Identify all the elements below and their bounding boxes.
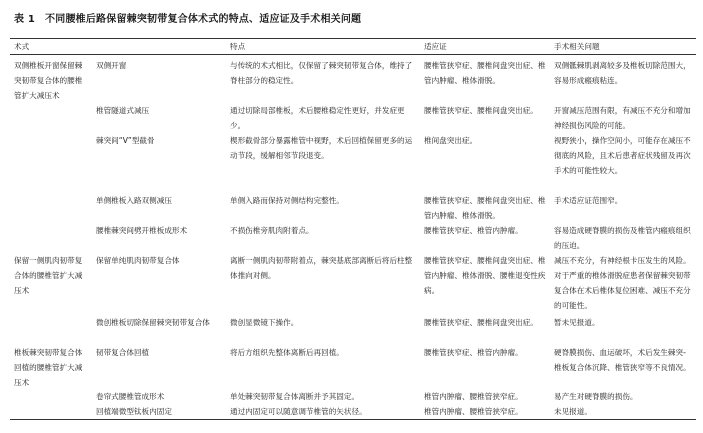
procedure-group-name: 保留一侧肌肉韧带复合体的腰椎管扩大减压术: [14, 255, 83, 295]
table-row: [10, 389, 696, 404]
table-row: [10, 133, 696, 193]
issues-cell: 暂未见报道。: [554, 317, 600, 327]
table-row: [10, 253, 696, 315]
subprocedure-name: 保留单纯肌肉韧带复合体: [96, 255, 180, 265]
indication-cell: 腰椎管狭窄症、腰椎间盘突出症、椎管内肿瘤、椎体滑脱。: [424, 61, 546, 85]
issues-cell: 视野狭小，操作空间小，可能存在减压不彻底的风险，且术后患者症状残留及再次手术的可能性较大。: [554, 135, 691, 175]
table-row: [10, 404, 696, 420]
indication-cell: 腰椎管狭窄症、椎管内肿瘤。: [424, 225, 523, 235]
feature-cell: 与传统的术式相比，仅保留了棘突韧带复合体，维持了脊柱部分的稳定性。: [230, 61, 413, 85]
issues-cell: 未见报道。: [554, 406, 592, 416]
subprocedure-name: 微创椎板切除保留棘突韧带复合体: [96, 317, 210, 327]
table-title: 不同腰椎后路保留棘突韧带复合体术式的特点、适应证及手术相关问题: [45, 14, 362, 25]
procedure-group-name: 椎板棘突韧带复合体回植的腰椎管扩大减压术: [14, 347, 83, 387]
feature-cell: 通过切除局部椎板，术后腰椎稳定性更好，并发症更少。: [230, 105, 405, 130]
issues-cell: 开窗减压范围有限，有减压不充分和增加神经损伤风险的可能。: [554, 105, 691, 130]
feature-cell: 离断一侧肌肉韧带附着点，棘突基底部离断后将后柱整体推向对侧。: [230, 255, 413, 280]
issues-cell: 手术适应证范围窄。: [554, 195, 623, 205]
feature-cell: 通过内固定可以随意调节椎管的矢状径。: [230, 406, 367, 416]
table-caption: [14, 10, 361, 25]
feature-cell: 微创显微镜下操作。: [230, 317, 299, 327]
table-row: [10, 223, 696, 253]
header-procedure: 术式: [14, 42, 30, 51]
subprocedure-name: 双侧开窗: [96, 61, 127, 70]
issues-cell: 易产生对硬脊膜的损伤。: [554, 391, 638, 401]
indication-cell: 腰椎管狭窄症、腰椎间盘突出症、椎管内肿瘤、椎体滑脱、腰椎退变性疾病。: [424, 255, 546, 295]
subprocedure-name: 单侧椎板入路双侧减压: [96, 195, 172, 205]
issues-cell: 硬脊膜损伤、血运破坏，术后发生棘突-椎板复合体沉降、椎管狭窄等不良情况。: [554, 347, 691, 372]
surgery-comparison-table: [10, 38, 696, 420]
header-issues: 手术相关问题: [554, 42, 600, 51]
header-indications: 适应证: [424, 42, 447, 51]
table-row: [10, 315, 696, 345]
subprocedure-name: 棘突间“V”型截骨: [96, 135, 155, 145]
table-number: 表 1: [14, 14, 36, 25]
table-row: [10, 193, 696, 223]
issues-cell: 容易造成硬脊膜的损伤及椎管内瘢痕组织的压迫。: [554, 225, 691, 250]
indication-cell: 腰椎管狭窄症、腰椎间盘突出症、椎管内肿瘤、椎体滑脱。: [424, 195, 546, 220]
indication-cell: 椎管内肿瘤、腰椎管狭窄症。: [424, 391, 523, 401]
feature-cell: 单处棘突韧带复合体离断并予其固定。: [230, 391, 360, 401]
feature-cell: 不损伤椎旁肌肉附着点。: [230, 225, 314, 235]
subprocedure-name: 回植端微型钛板内固定: [96, 406, 172, 416]
table-row: [10, 103, 696, 133]
indication-cell: 腰椎管狭窄症、腰椎间盘突出症。: [424, 317, 538, 327]
subprocedure-name: 韧带复合体回植: [96, 347, 150, 357]
procedure-group-name: 双侧椎板开窗保留棘突韧带复合体的腰椎管扩大减压术: [14, 61, 83, 100]
indication-cell: 椎管内肿瘤、腰椎管狭窄症。: [424, 406, 523, 416]
issues-cell: 双侧骶棘肌剥离较多及椎板切除范围大，容易形成瘢痕粘连。: [554, 61, 691, 85]
header-features: 特点: [230, 42, 246, 51]
issues-cell: 减压不充分，有神经根卡压发生的风险。对于严重的椎体滑脱症患者保留棘突韧带复合体在术后椎体复位困难、减压不充分的可能性。: [554, 255, 691, 310]
header-subprocedure: [92, 39, 226, 55]
subprocedure-name: 卷帘式腰椎管成形术: [96, 391, 165, 401]
feature-cell: 单侧入路而保持对侧结构完整性。: [230, 195, 344, 205]
subprocedure-name: 椎管隧道式减压: [96, 105, 150, 115]
indication-cell: 椎间盘突出症。: [424, 135, 478, 145]
indication-cell: 腰椎管狭窄症、椎管内肿瘤。: [424, 347, 523, 357]
indication-cell: 腰椎管狭窄症、腰椎间盘突出症。: [424, 105, 538, 115]
subprocedure-name: 腰椎棘突间劈开椎板成形术: [96, 225, 188, 235]
table-header-row: [10, 39, 696, 55]
table-row: [10, 55, 696, 103]
feature-cell: 楔形截骨部分暴露椎管中视野，术后回植保留更多的运动节段，缓解相邻节段退变。: [230, 135, 413, 160]
feature-cell: 将后方组织先整体离断后再回植。: [230, 347, 344, 357]
table-row: [10, 345, 696, 389]
